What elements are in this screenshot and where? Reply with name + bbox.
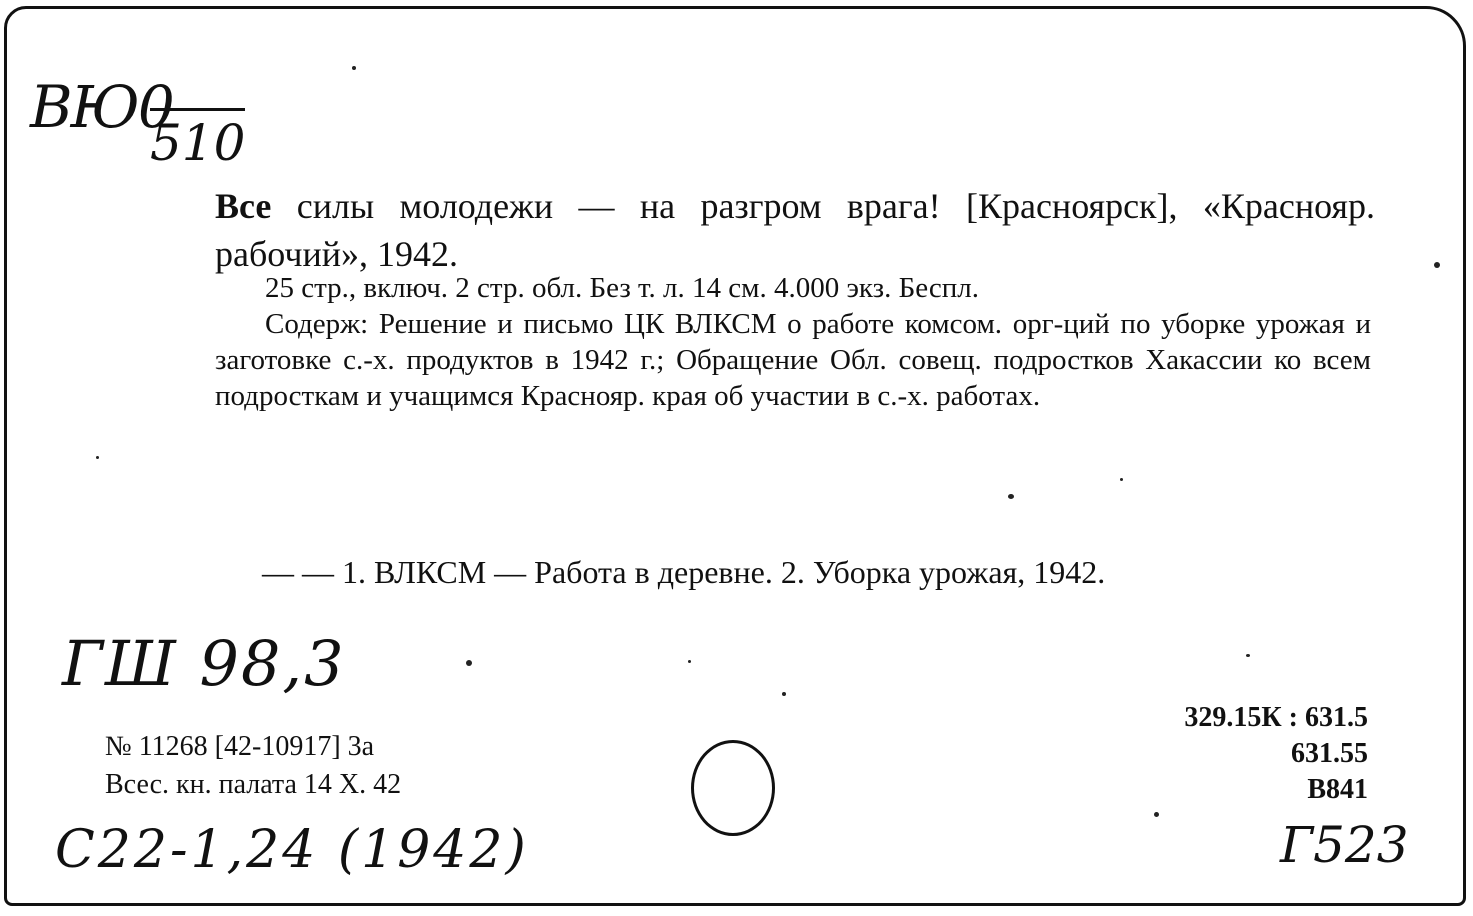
record-subject-headings: — — 1. ВЛКСМ — Работа в деревне. 2. Уборка урожая, 1942. xyxy=(262,554,1106,590)
scan-speck xyxy=(1434,262,1440,268)
punch-hole xyxy=(691,740,775,836)
scan-speck xyxy=(1154,812,1159,817)
classification-index-2: 631.55 xyxy=(1291,738,1368,769)
scan-speck xyxy=(1120,478,1123,481)
registration-chamber: Всес. кн. палата 14 X. 42 xyxy=(105,769,402,800)
record-title-rest: силы молодежи — на разгром врага! [Красноярск], «Краснояр. рабочий», 1942. xyxy=(215,186,1375,274)
record-contents: Содерж: Решение и письмо ЦК ВЛКСМ о работе комсом. орг-ций по уборке урожая и заготовке с.-х. продуктов в 1942 г.; Обращение Обл. совещ. подростков Хакассии ко всем подросткам и учащимся Краснояр. края об участии в с.-х. работах. xyxy=(215,308,1371,412)
handwritten-bottom-right: Г523 xyxy=(1280,816,1409,874)
record-physical-description: 25 стр., включ. 2 стр. обл. Без т. л. 14 см. 4.000 экз. Беспл. xyxy=(265,272,979,304)
record-description xyxy=(215,270,1371,414)
classification-index-1: 329.15К : 631.5 xyxy=(1184,702,1368,733)
scan-speck xyxy=(782,692,786,696)
record-title-lead: Все xyxy=(215,186,272,226)
registration-block xyxy=(105,728,401,804)
registration-number: № 11268 [42-10917] 3а xyxy=(105,731,375,762)
scan-speck xyxy=(1008,494,1014,499)
classification-author-mark: В841 xyxy=(1307,774,1368,805)
handwritten-code: ВЮ0 xyxy=(30,73,173,141)
classification-block xyxy=(1184,700,1368,808)
handwritten-code-fraction: 510 xyxy=(150,108,245,173)
handwritten-shelf-mark: ГШ 98,3 xyxy=(62,627,346,700)
record-title xyxy=(215,182,1375,278)
scan-speck xyxy=(688,660,691,663)
handwritten-bottom-left: С22-1,24 (1942) xyxy=(55,820,529,880)
scan-speck xyxy=(352,66,356,70)
scan-speck xyxy=(1246,654,1250,657)
scan-speck xyxy=(466,660,472,666)
scan-speck xyxy=(96,456,99,459)
